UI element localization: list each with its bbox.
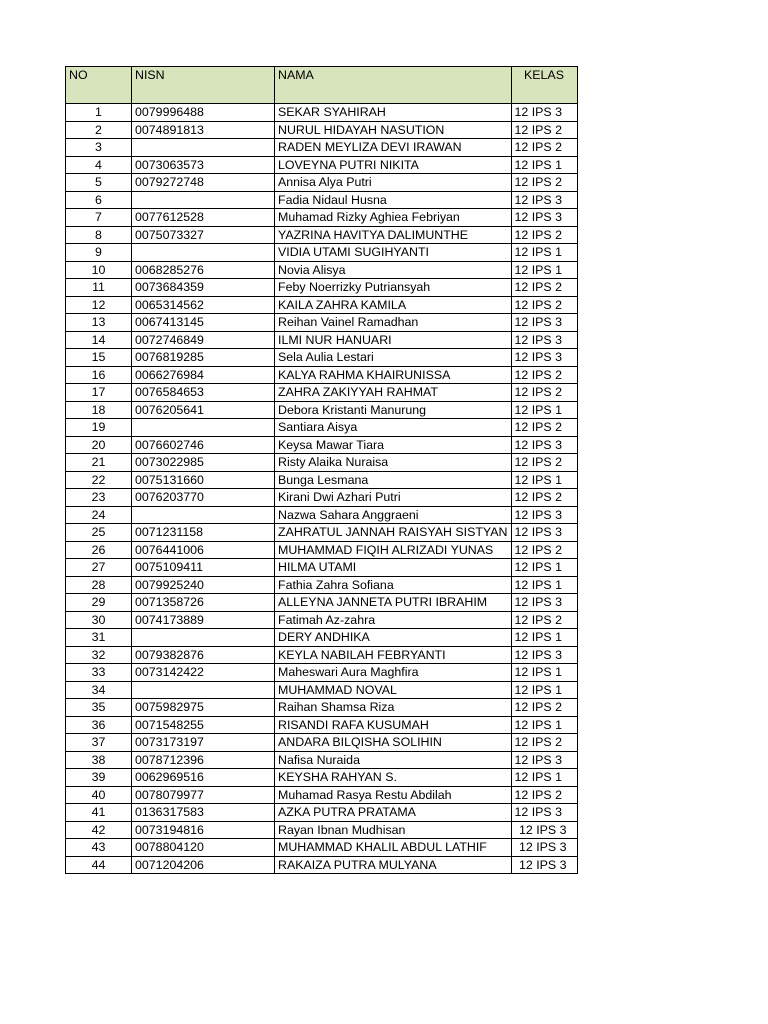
cell-kelas: 12 IPS 1 bbox=[511, 576, 577, 594]
cell-nama: RISANDI RAFA KUSUMAH bbox=[275, 716, 512, 734]
cell-nama: Fadia Nidaul Husna bbox=[275, 191, 512, 209]
table-row bbox=[66, 191, 578, 209]
cell-nisn: 0073142422 bbox=[132, 664, 275, 682]
cell-nisn bbox=[132, 681, 275, 699]
cell-kelas: 12 IPS 3 bbox=[511, 104, 577, 122]
cell-kelas: 12 IPS 2 bbox=[511, 734, 577, 752]
cell-no: 41 bbox=[66, 804, 132, 822]
cell-no: 31 bbox=[66, 629, 132, 647]
table-row bbox=[66, 541, 578, 559]
cell-nisn: 0076441006 bbox=[132, 541, 275, 559]
cell-kelas: 12 IPS 2 bbox=[511, 699, 577, 717]
cell-nama: RAKAIZA PUTRA MULYANA bbox=[275, 856, 512, 874]
cell-kelas: 12 IPS 1 bbox=[511, 664, 577, 682]
cell-nama: Debora Kristanti Manurung bbox=[275, 401, 512, 419]
table-row bbox=[66, 454, 578, 472]
cell-no: 4 bbox=[66, 156, 132, 174]
cell-kelas: 12 IPS 3 bbox=[511, 506, 577, 524]
table-row bbox=[66, 734, 578, 752]
cell-nisn: 0074173889 bbox=[132, 611, 275, 629]
table-row bbox=[66, 314, 578, 332]
cell-nisn: 0073684359 bbox=[132, 279, 275, 297]
cell-nama: Keysa Mawar Tiara bbox=[275, 436, 512, 454]
cell-nama: Risty Alaika Nuraisa bbox=[275, 454, 512, 472]
cell-no: 20 bbox=[66, 436, 132, 454]
cell-nama: Bunga Lesmana bbox=[275, 471, 512, 489]
table-row bbox=[66, 524, 578, 542]
table-row bbox=[66, 366, 578, 384]
table-row bbox=[66, 804, 578, 822]
table-row bbox=[66, 629, 578, 647]
cell-nama: Annisa Alya Putri bbox=[275, 174, 512, 192]
cell-no: 17 bbox=[66, 384, 132, 402]
cell-nama: DERY ANDHIKA bbox=[275, 629, 512, 647]
table-row bbox=[66, 261, 578, 279]
cell-no: 6 bbox=[66, 191, 132, 209]
cell-nama: HILMA UTAMI bbox=[275, 559, 512, 577]
cell-nisn: 0079382876 bbox=[132, 646, 275, 664]
cell-kelas: 12 IPS 1 bbox=[511, 629, 577, 647]
cell-no: 38 bbox=[66, 751, 132, 769]
student-table bbox=[65, 66, 578, 874]
cell-nisn: 0076602746 bbox=[132, 436, 275, 454]
cell-nisn: 0067413145 bbox=[132, 314, 275, 332]
cell-nama: Muhamad Rasya Restu Abdilah bbox=[275, 786, 512, 804]
cell-nisn: 0068285276 bbox=[132, 261, 275, 279]
cell-no: 7 bbox=[66, 209, 132, 227]
table-row bbox=[66, 646, 578, 664]
cell-nisn: 0079925240 bbox=[132, 576, 275, 594]
cell-nisn: 0062969516 bbox=[132, 769, 275, 787]
cell-kelas: 12 IPS 2 bbox=[511, 296, 577, 314]
cell-nama: KAILA ZAHRA KAMILA bbox=[275, 296, 512, 314]
cell-nisn: 0075109411 bbox=[132, 559, 275, 577]
cell-kelas: 12 IPS 1 bbox=[511, 769, 577, 787]
cell-kelas: 12 IPS 1 bbox=[511, 559, 577, 577]
cell-nisn: 0065314562 bbox=[132, 296, 275, 314]
cell-no: 26 bbox=[66, 541, 132, 559]
cell-no: 3 bbox=[66, 139, 132, 157]
cell-nama: SEKAR SYAHIRAH bbox=[275, 104, 512, 122]
cell-no: 32 bbox=[66, 646, 132, 664]
table-row bbox=[66, 506, 578, 524]
cell-nama: NURUL HIDAYAH NASUTION bbox=[275, 121, 512, 139]
table-row bbox=[66, 296, 578, 314]
table-row bbox=[66, 419, 578, 437]
cell-no: 25 bbox=[66, 524, 132, 542]
cell-kelas: 12 IPS 3 bbox=[511, 594, 577, 612]
cell-kelas: 12 IPS 3 bbox=[511, 209, 577, 227]
cell-nisn: 0077612528 bbox=[132, 209, 275, 227]
cell-nama: Nafisa Nuraida bbox=[275, 751, 512, 769]
cell-nama: ILMI NUR HANUARI bbox=[275, 331, 512, 349]
cell-nama: Muhamad Rizky Aghiea Febriyan bbox=[275, 209, 512, 227]
header-no: NO bbox=[66, 67, 132, 104]
table-row bbox=[66, 226, 578, 244]
table-row bbox=[66, 699, 578, 717]
cell-no: 22 bbox=[66, 471, 132, 489]
cell-nisn bbox=[132, 506, 275, 524]
cell-no: 14 bbox=[66, 331, 132, 349]
cell-nisn: 0073063573 bbox=[132, 156, 275, 174]
cell-no: 19 bbox=[66, 419, 132, 437]
cell-nisn: 0071548255 bbox=[132, 716, 275, 734]
cell-nisn: 0076819285 bbox=[132, 349, 275, 367]
table-body bbox=[66, 104, 578, 874]
table-row bbox=[66, 786, 578, 804]
cell-nisn: 0072746849 bbox=[132, 331, 275, 349]
cell-nisn: 0073194816 bbox=[132, 821, 275, 839]
cell-nama: Raihan Shamsa Riza bbox=[275, 699, 512, 717]
cell-no: 34 bbox=[66, 681, 132, 699]
cell-kelas: 12 IPS 2 bbox=[511, 541, 577, 559]
cell-kelas: 12 IPS 2 bbox=[511, 174, 577, 192]
cell-kelas: 12 IPS 2 bbox=[511, 139, 577, 157]
table-row bbox=[66, 559, 578, 577]
cell-no: 27 bbox=[66, 559, 132, 577]
cell-nisn: 0078712396 bbox=[132, 751, 275, 769]
table-row bbox=[66, 769, 578, 787]
table-row bbox=[66, 436, 578, 454]
header-nisn: NISN bbox=[132, 67, 275, 104]
cell-nisn: 0078079977 bbox=[132, 786, 275, 804]
cell-no: 9 bbox=[66, 244, 132, 262]
cell-nama: Fatimah Az-zahra bbox=[275, 611, 512, 629]
cell-nisn: 0078804120 bbox=[132, 839, 275, 857]
cell-nisn: 0076584653 bbox=[132, 384, 275, 402]
cell-nama: MUHAMMAD KHALIL ABDUL LATHIF bbox=[275, 839, 512, 857]
table-row bbox=[66, 104, 578, 122]
cell-kelas: 12 IPS 3 bbox=[511, 436, 577, 454]
table-row bbox=[66, 174, 578, 192]
cell-no: 33 bbox=[66, 664, 132, 682]
header-kelas: KELAS bbox=[511, 67, 577, 104]
header-nama: NAMA bbox=[275, 67, 512, 104]
cell-nisn: 0073022985 bbox=[132, 454, 275, 472]
cell-nama: KEYSHA RAHYAN S. bbox=[275, 769, 512, 787]
cell-no: 11 bbox=[66, 279, 132, 297]
cell-nisn: 0074891813 bbox=[132, 121, 275, 139]
table-row bbox=[66, 209, 578, 227]
cell-no: 29 bbox=[66, 594, 132, 612]
cell-nama: Fathia Zahra Sofiana bbox=[275, 576, 512, 594]
cell-nama: Feby Noerrizky Putriansyah bbox=[275, 279, 512, 297]
cell-nama: Kirani Dwi Azhari Putri bbox=[275, 489, 512, 507]
cell-no: 15 bbox=[66, 349, 132, 367]
cell-no: 21 bbox=[66, 454, 132, 472]
cell-nama: ANDARA BILQISHA SOLIHIN bbox=[275, 734, 512, 752]
cell-no: 24 bbox=[66, 506, 132, 524]
cell-kelas: 12 IPS 3 bbox=[511, 751, 577, 769]
header-row bbox=[66, 67, 578, 104]
table-row bbox=[66, 856, 578, 874]
table-row bbox=[66, 349, 578, 367]
table-row bbox=[66, 139, 578, 157]
cell-nama: MUHAMMAD FIQIH ALRIZADI YUNAS bbox=[275, 541, 512, 559]
cell-kelas: 12 IPS 2 bbox=[511, 454, 577, 472]
table-row bbox=[66, 839, 578, 857]
cell-kelas: 12 IPS 2 bbox=[511, 611, 577, 629]
cell-kelas: 12 IPS 3 bbox=[511, 646, 577, 664]
cell-nama: Rayan Ibnan Mudhisan bbox=[275, 821, 512, 839]
table-row bbox=[66, 681, 578, 699]
cell-nama: VIDIA UTAMI SUGIHYANTI bbox=[275, 244, 512, 262]
cell-nama: ALLEYNA JANNETA PUTRI IBRAHIM bbox=[275, 594, 512, 612]
cell-nisn bbox=[132, 419, 275, 437]
table-header bbox=[66, 67, 578, 104]
cell-kelas: 12 IPS 1 bbox=[511, 401, 577, 419]
cell-nisn: 0071358726 bbox=[132, 594, 275, 612]
cell-kelas: 12 IPS 1 bbox=[511, 261, 577, 279]
cell-kelas: 12 IPS 1 bbox=[511, 244, 577, 262]
cell-nama: Novia Alisya bbox=[275, 261, 512, 279]
cell-kelas: 12 IPS 2 bbox=[511, 279, 577, 297]
cell-no: 30 bbox=[66, 611, 132, 629]
table-row bbox=[66, 121, 578, 139]
cell-no: 28 bbox=[66, 576, 132, 594]
cell-kelas: 12 IPS 3 bbox=[511, 191, 577, 209]
table-row bbox=[66, 156, 578, 174]
cell-no: 10 bbox=[66, 261, 132, 279]
cell-kelas: 12 IPS 3 bbox=[511, 839, 577, 857]
table-row bbox=[66, 244, 578, 262]
table-row bbox=[66, 279, 578, 297]
cell-nisn: 0071204206 bbox=[132, 856, 275, 874]
cell-nama: Reihan Vainel Ramadhan bbox=[275, 314, 512, 332]
cell-kelas: 12 IPS 2 bbox=[511, 489, 577, 507]
cell-nama: KALYA RAHMA KHAIRUNISSA bbox=[275, 366, 512, 384]
cell-nisn: 0071231158 bbox=[132, 524, 275, 542]
cell-nama: ZAHRA ZAKIYYAH RAHMAT bbox=[275, 384, 512, 402]
cell-no: 39 bbox=[66, 769, 132, 787]
cell-no: 42 bbox=[66, 821, 132, 839]
table-row bbox=[66, 489, 578, 507]
cell-nama: Nazwa Sahara Anggraeni bbox=[275, 506, 512, 524]
cell-kelas: 12 IPS 1 bbox=[511, 716, 577, 734]
cell-no: 44 bbox=[66, 856, 132, 874]
cell-nisn: 0136317583 bbox=[132, 804, 275, 822]
cell-no: 40 bbox=[66, 786, 132, 804]
cell-nama: Santiara Aisya bbox=[275, 419, 512, 437]
cell-nisn: 0075073327 bbox=[132, 226, 275, 244]
cell-kelas: 12 IPS 2 bbox=[511, 121, 577, 139]
cell-kelas: 12 IPS 3 bbox=[511, 821, 577, 839]
cell-no: 36 bbox=[66, 716, 132, 734]
cell-no: 13 bbox=[66, 314, 132, 332]
cell-kelas: 12 IPS 3 bbox=[511, 856, 577, 874]
table-row bbox=[66, 821, 578, 839]
table-row bbox=[66, 471, 578, 489]
cell-no: 16 bbox=[66, 366, 132, 384]
cell-no: 5 bbox=[66, 174, 132, 192]
cell-kelas: 12 IPS 1 bbox=[511, 156, 577, 174]
cell-nisn bbox=[132, 244, 275, 262]
cell-kelas: 12 IPS 3 bbox=[511, 804, 577, 822]
cell-kelas: 12 IPS 3 bbox=[511, 524, 577, 542]
cell-nisn: 0075131660 bbox=[132, 471, 275, 489]
cell-no: 35 bbox=[66, 699, 132, 717]
table-row bbox=[66, 576, 578, 594]
cell-nama: LOVEYNA PUTRI NIKITA bbox=[275, 156, 512, 174]
cell-nisn: 0079272748 bbox=[132, 174, 275, 192]
cell-no: 18 bbox=[66, 401, 132, 419]
cell-kelas: 12 IPS 2 bbox=[511, 366, 577, 384]
table-row bbox=[66, 664, 578, 682]
table-row bbox=[66, 611, 578, 629]
cell-nama: Sela Aulia Lestari bbox=[275, 349, 512, 367]
cell-kelas: 12 IPS 1 bbox=[511, 681, 577, 699]
cell-nisn: 0075982975 bbox=[132, 699, 275, 717]
cell-kelas: 12 IPS 3 bbox=[511, 314, 577, 332]
cell-no: 8 bbox=[66, 226, 132, 244]
cell-nisn: 0076203770 bbox=[132, 489, 275, 507]
table-row bbox=[66, 401, 578, 419]
cell-kelas: 12 IPS 2 bbox=[511, 226, 577, 244]
cell-nisn bbox=[132, 191, 275, 209]
table-row bbox=[66, 751, 578, 769]
cell-nama: ZAHRATUL JANNAH RAISYAH SISTYAN bbox=[275, 524, 512, 542]
cell-nisn: 0066276984 bbox=[132, 366, 275, 384]
cell-kelas: 12 IPS 2 bbox=[511, 384, 577, 402]
cell-nama: KEYLA NABILAH FEBRYANTI bbox=[275, 646, 512, 664]
cell-nisn: 0073173197 bbox=[132, 734, 275, 752]
cell-kelas: 12 IPS 2 bbox=[511, 786, 577, 804]
cell-kelas: 12 IPS 1 bbox=[511, 471, 577, 489]
cell-kelas: 12 IPS 3 bbox=[511, 349, 577, 367]
cell-no: 1 bbox=[66, 104, 132, 122]
cell-nama: Maheswari Aura Maghfira bbox=[275, 664, 512, 682]
table-row bbox=[66, 384, 578, 402]
cell-kelas: 12 IPS 3 bbox=[511, 331, 577, 349]
cell-nisn: 0076205641 bbox=[132, 401, 275, 419]
cell-nisn: 0079996488 bbox=[132, 104, 275, 122]
cell-no: 2 bbox=[66, 121, 132, 139]
cell-nisn bbox=[132, 139, 275, 157]
cell-no: 12 bbox=[66, 296, 132, 314]
cell-kelas: 12 IPS 2 bbox=[511, 419, 577, 437]
cell-nama: YAZRINA HAVITYA DALIMUNTHE bbox=[275, 226, 512, 244]
cell-nama: RADEN MEYLIZA DEVI IRAWAN bbox=[275, 139, 512, 157]
table-row bbox=[66, 331, 578, 349]
table-row bbox=[66, 594, 578, 612]
cell-nisn bbox=[132, 629, 275, 647]
cell-nama: AZKA PUTRA PRATAMA bbox=[275, 804, 512, 822]
table-row bbox=[66, 716, 578, 734]
cell-no: 37 bbox=[66, 734, 132, 752]
cell-no: 43 bbox=[66, 839, 132, 857]
cell-nama: MUHAMMAD NOVAL bbox=[275, 681, 512, 699]
cell-no: 23 bbox=[66, 489, 132, 507]
